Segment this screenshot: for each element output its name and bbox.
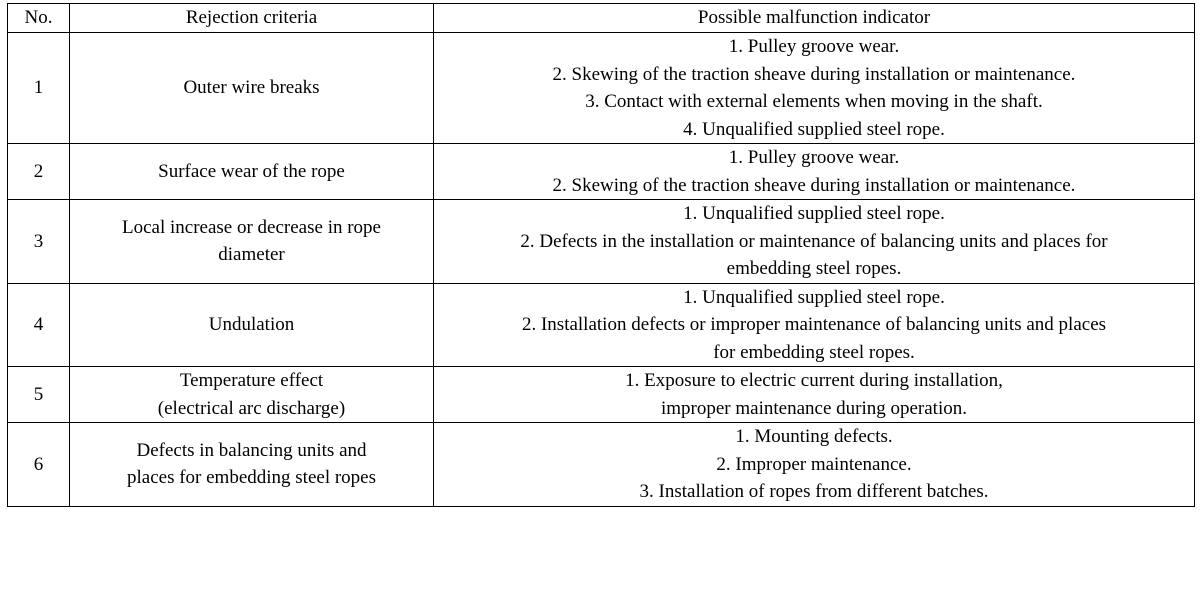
rejection-criterion-text: (electrical arc discharge) xyxy=(157,397,346,419)
malfunction-indicator-item: 1. Pulley groove wear. xyxy=(728,147,900,168)
table-body xyxy=(8,33,1195,507)
rejection-criterion-text: places for embedding steel ropes xyxy=(126,467,377,489)
rejection-criterion-text: diameter xyxy=(218,244,285,266)
malfunction-indicator-item: 2. Improper maintenance. xyxy=(716,453,912,475)
table-row xyxy=(8,283,1195,367)
rejection-criterion-cell xyxy=(70,423,434,507)
malfunction-indicator-item: 4. Unqualified supplied steel rope. xyxy=(683,118,945,140)
rejection-criterion-cell xyxy=(70,283,434,367)
malfunction-indicator-cell xyxy=(434,144,1195,200)
header-rejection-criteria: Rejection criteria xyxy=(70,4,434,33)
table-header xyxy=(8,4,1195,33)
malfunction-indicator-item: 1. Mounting defects. xyxy=(735,426,893,447)
header-no: No. xyxy=(8,4,70,33)
malfunction-indicator-item: embedding steel ropes. xyxy=(726,258,902,279)
row-number: 2 xyxy=(8,144,70,200)
malfunction-indicator-item: 1. Pulley groove wear. xyxy=(728,36,900,57)
malfunction-indicator-item: 3. Installation of ropes from different batches. xyxy=(639,481,989,502)
rejection-criterion-text: Undulation xyxy=(208,314,295,335)
malfunction-indicator-item: 1. Unqualified supplied steel rope. xyxy=(683,203,945,224)
rejection-criterion-cell xyxy=(70,144,434,200)
table-row xyxy=(8,33,1195,144)
malfunction-indicator-item: 1. Exposure to electric current during installation, xyxy=(625,370,1003,391)
row-number: 4 xyxy=(8,283,70,367)
header-row xyxy=(8,4,1195,33)
rejection-criteria-table-container xyxy=(7,3,1194,507)
malfunction-indicator-item: 2. Defects in the installation or maintenance of balancing units and places for xyxy=(520,230,1108,252)
table-row xyxy=(8,367,1195,423)
malfunction-indicator-item: improper maintenance during operation. xyxy=(660,397,967,419)
malfunction-indicator-item: 2. Installation defects or improper maintenance of balancing units and places xyxy=(521,314,1107,335)
rejection-criteria-table xyxy=(7,3,1195,507)
header-malfunction-indicator: Possible malfunction indicator xyxy=(434,4,1195,33)
malfunction-indicator-cell xyxy=(434,367,1195,423)
rejection-criterion-cell xyxy=(70,33,434,144)
row-number: 3 xyxy=(8,200,70,284)
malfunction-indicator-cell xyxy=(434,423,1195,507)
row-number: 5 xyxy=(8,367,70,423)
malfunction-indicator-item: 2. Skewing of the traction sheave during installation or maintenance. xyxy=(552,174,1076,196)
malfunction-indicator-item: 2. Skewing of the traction sheave during installation or maintenance. xyxy=(552,63,1076,85)
row-number: 1 xyxy=(8,33,70,144)
malfunction-indicator-cell xyxy=(434,33,1195,144)
table-row xyxy=(8,144,1195,200)
rejection-criterion-cell xyxy=(70,200,434,284)
rejection-criterion-text: Temperature effect xyxy=(179,370,324,391)
malfunction-indicator-cell xyxy=(434,200,1195,284)
rejection-criterion-cell xyxy=(70,367,434,423)
table-row xyxy=(8,423,1195,507)
rejection-criterion-text: Local increase or decrease in rope xyxy=(122,216,381,238)
malfunction-indicator-item: 1. Unqualified supplied steel rope. xyxy=(683,286,945,308)
rejection-criterion-text: Defects in balancing units and xyxy=(136,439,367,461)
malfunction-indicator-item: 3. Contact with external elements when moving in the shaft. xyxy=(585,91,1043,112)
malfunction-indicator-cell xyxy=(434,283,1195,367)
row-number: 6 xyxy=(8,423,70,507)
rejection-criterion-text: Outer wire breaks xyxy=(183,77,320,99)
rejection-criterion-text: Surface wear of the rope xyxy=(158,160,345,182)
malfunction-indicator-item: for embedding steel ropes. xyxy=(713,341,915,363)
table-row xyxy=(8,200,1195,284)
